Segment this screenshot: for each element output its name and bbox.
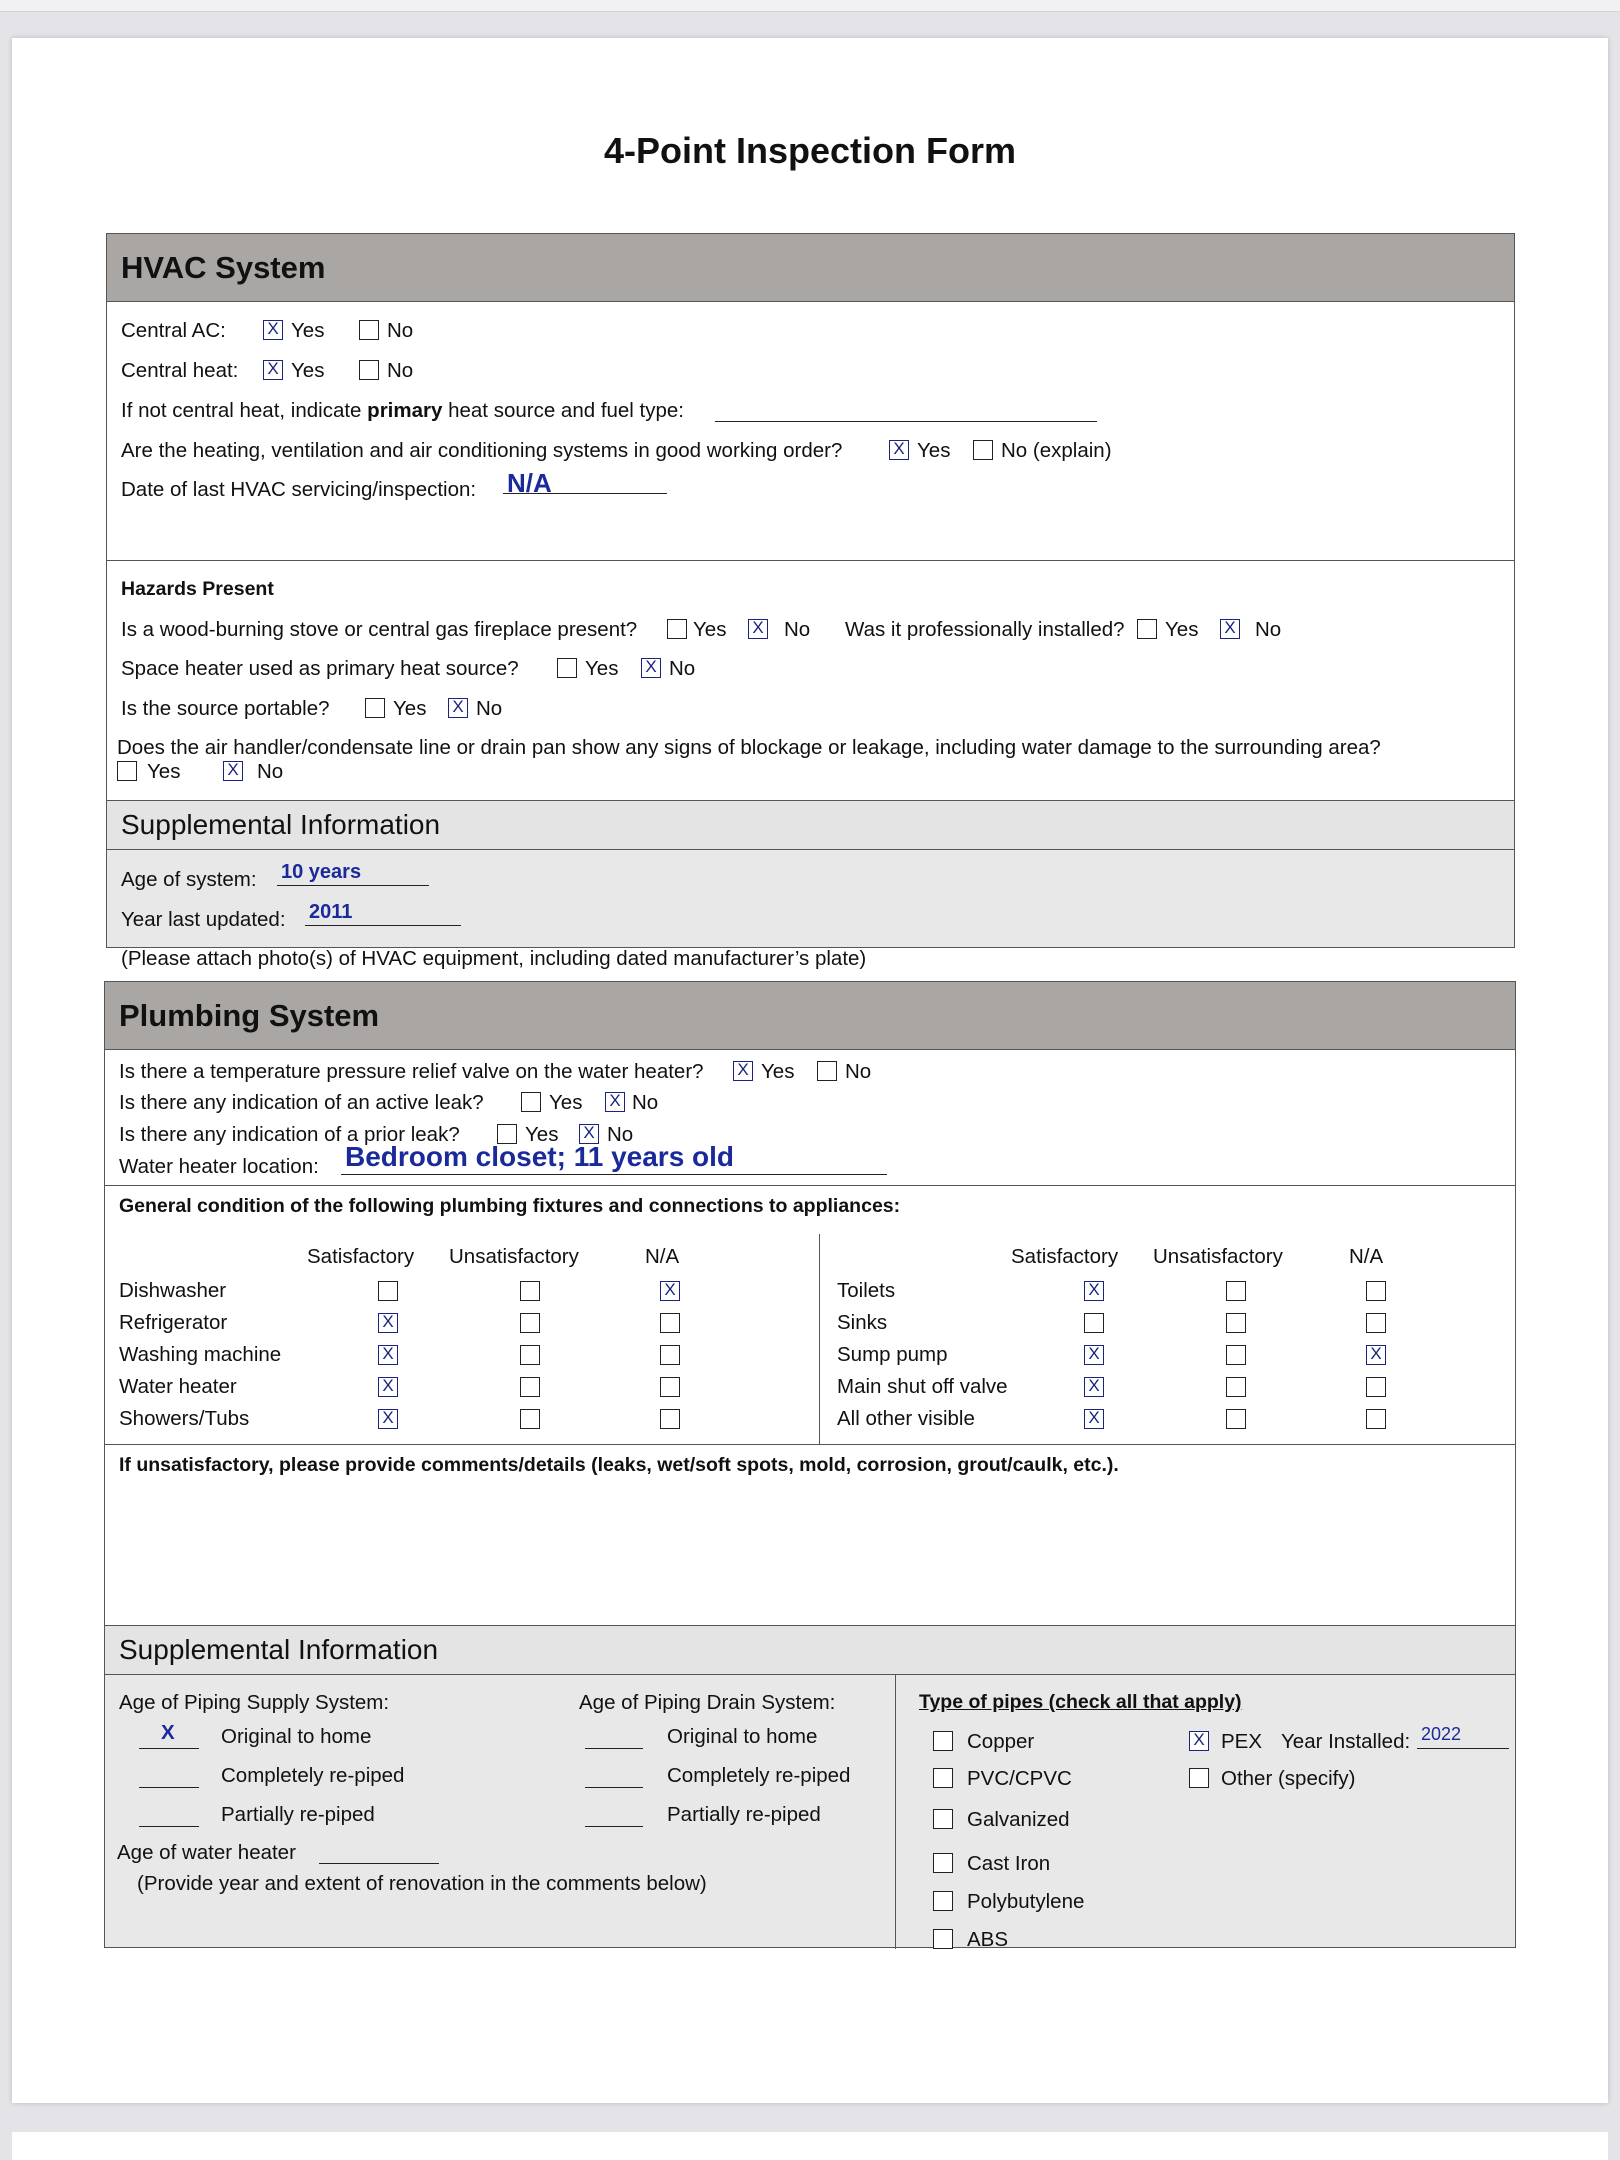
- supply-original-to-home-mark: X: [161, 1721, 175, 1744]
- working-order-no-label: No (explain): [1001, 439, 1112, 462]
- hvac-supplemental-title: Supplemental Information: [121, 809, 441, 840]
- plumbing-divider-3: [105, 1444, 1515, 1445]
- prior-leak-question: Is there any indication of a prior leak?: [119, 1123, 460, 1146]
- central-ac-no-label: No: [387, 319, 414, 342]
- hvac-supplemental-header: [107, 800, 1514, 850]
- central-ac-no-checkbox[interactable]: [359, 320, 379, 340]
- pipe-abs-checkbox[interactable]: [933, 1929, 953, 1949]
- fixture-showers-tubs-satisfactory-checkbox[interactable]: X: [378, 1409, 398, 1429]
- fixture-showers-tubs-na-checkbox[interactable]: [660, 1409, 680, 1429]
- drain-partially-re-piped-blank[interactable]: [585, 1825, 643, 1827]
- wh-location-field[interactable]: Bedroom closet; 11 years old: [341, 1143, 887, 1175]
- age-of-system-label: Age of system:: [121, 868, 257, 891]
- year-updated-label: Year last updated:: [121, 908, 286, 931]
- plumbing-supplemental-title: Supplemental Information: [119, 1634, 439, 1665]
- fixture-washing-machine-satisfactory-checkbox[interactable]: X: [378, 1345, 398, 1365]
- tpr-yes-checkbox[interactable]: X: [733, 1061, 753, 1081]
- fixture-label-sinks: Sinks: [837, 1311, 888, 1334]
- fixture-dishwasher-satisfactory-checkbox[interactable]: [378, 1281, 398, 1301]
- air-handler-yes-checkbox[interactable]: [117, 761, 137, 781]
- fixture-sump-pump-unsatisfactory-checkbox[interactable]: [1226, 1345, 1246, 1365]
- fixture-all-other-visible-unsatisfactory-checkbox[interactable]: [1226, 1409, 1246, 1429]
- unsatisfactory-note: If unsatisfactory, please provide comments/details (leaks, wet/soft spots, mold, corrosion, grout/caulk, etc.).: [119, 1454, 1119, 1476]
- pipe-cast-iron-label: Cast Iron: [967, 1852, 1051, 1875]
- fixture-toilets-na-checkbox[interactable]: [1366, 1281, 1386, 1301]
- active-leak-yes-checkbox[interactable]: [521, 1092, 541, 1112]
- supply-partially-re-piped-blank[interactable]: [139, 1825, 199, 1827]
- wood-stove-question: Is a wood-burning stove or central gas fireplace present?: [121, 618, 638, 641]
- prof-installed-question: Was it professionally installed?: [845, 618, 1125, 641]
- pipe-copper-checkbox[interactable]: [933, 1731, 953, 1751]
- air-handler-yes-label: Yes: [147, 760, 181, 783]
- central-heat-yes-checkbox[interactable]: X: [263, 360, 283, 380]
- central-heat-label: Central heat:: [121, 359, 239, 382]
- supply-original-to-home-blank[interactable]: [139, 1747, 199, 1749]
- wh-age-label: Age of water heater: [117, 1841, 296, 1864]
- prof-installed-no-checkbox[interactable]: X: [1220, 619, 1240, 639]
- primary-heat-post: heat source and fuel type:: [448, 399, 685, 422]
- renovation-note: (Provide year and extent of renovation in the comments below): [137, 1872, 707, 1895]
- space-heater-no-label: No: [669, 657, 696, 680]
- hvac-header-text: HVAC System: [121, 249, 326, 285]
- fixture-toilets-unsatisfactory-checkbox[interactable]: [1226, 1281, 1246, 1301]
- right-col-unsatisfactory: Unsatisfactory: [1153, 1245, 1283, 1268]
- central-ac-yes-label: Yes: [291, 319, 325, 342]
- active-leak-no-label: No: [632, 1091, 659, 1114]
- drain-completely-re-piped-label: Completely re-piped: [667, 1764, 851, 1787]
- prof-installed-yes-checkbox[interactable]: [1137, 619, 1157, 639]
- fixture-label-all-other-visible: All other visible: [837, 1407, 975, 1430]
- central-ac-label: Central AC:: [121, 319, 226, 342]
- pipe-types-title: Type of pipes (check all that apply): [919, 1691, 1242, 1713]
- working-order-yes-label: Yes: [917, 439, 951, 462]
- fixtures-column-divider: [819, 1234, 820, 1444]
- prior-leak-no-label: No: [607, 1123, 634, 1146]
- pipe-other-specify-checkbox[interactable]: [1189, 1768, 1209, 1788]
- drain-system-title: Age of Piping Drain System:: [579, 1691, 836, 1714]
- active-leak-yes-label: Yes: [549, 1091, 583, 1114]
- air-handler-question: Does the air handler/condensate line or drain pan show any signs of blockage or leakage, including water damage to the surrounding area?: [117, 736, 1381, 759]
- fixture-main-shut-off-valve-satisfactory-checkbox[interactable]: X: [1084, 1377, 1104, 1397]
- plumbing-supplemental-header: [105, 1625, 1515, 1675]
- comments-area[interactable]: [105, 1477, 1515, 1577]
- fixture-label-sump-pump: Sump pump: [837, 1343, 948, 1366]
- fixture-label-showers-tubs: Showers/Tubs: [119, 1407, 250, 1430]
- fixture-label-toilets: Toilets: [837, 1279, 896, 1302]
- fixture-water-heater-unsatisfactory-checkbox[interactable]: [520, 1377, 540, 1397]
- pipe-galvanized-label: Galvanized: [967, 1808, 1070, 1831]
- pipe-pex-checkbox[interactable]: X: [1189, 1731, 1209, 1751]
- supply-original-to-home-label: Original to home: [221, 1725, 372, 1748]
- prior-leak-no-checkbox[interactable]: X: [579, 1124, 599, 1144]
- supply-completely-re-piped-label: Completely re-piped: [221, 1764, 405, 1787]
- left-col-na: N/A: [645, 1245, 680, 1268]
- left-col-satisfactory: Satisfactory: [307, 1245, 415, 1268]
- fixture-sinks-na-checkbox[interactable]: [1366, 1313, 1386, 1333]
- tpr-yes-label: Yes: [761, 1060, 795, 1083]
- supply-partially-re-piped-label: Partially re-piped: [221, 1803, 375, 1826]
- hvac-divider: [107, 560, 1514, 561]
- prof-installed-no-label: No: [1255, 618, 1282, 641]
- plumbing-header-text: Plumbing System: [119, 997, 380, 1033]
- fixture-washing-machine-na-checkbox[interactable]: [660, 1345, 680, 1365]
- fixture-dishwasher-unsatisfactory-checkbox[interactable]: [520, 1281, 540, 1301]
- fixture-label-refrigerator: Refrigerator: [119, 1311, 228, 1334]
- wood-stove-yes-label: Yes: [693, 618, 727, 641]
- wood-stove-yes-checkbox[interactable]: [667, 619, 687, 639]
- fixture-sump-pump-na-checkbox[interactable]: X: [1366, 1345, 1386, 1365]
- pipe-abs-label: ABS: [967, 1928, 1009, 1951]
- fixture-main-shut-off-valve-unsatisfactory-checkbox[interactable]: [1226, 1377, 1246, 1397]
- pipe-polybutylene-label: Polybutylene: [967, 1890, 1085, 1913]
- pipe-galvanized-checkbox[interactable]: [933, 1809, 953, 1829]
- wh-location-label: Water heater location:: [119, 1155, 319, 1178]
- prof-installed-yes-label: Yes: [1165, 618, 1199, 641]
- space-heater-question: Space heater used as primary heat source?: [121, 657, 519, 680]
- tpr-no-label: No: [845, 1060, 872, 1083]
- plumbing-divider-1: [105, 1185, 1515, 1186]
- primary-heat-bold: primary: [367, 399, 443, 422]
- pipe-other-specify-label: Other (specify): [1221, 1767, 1356, 1790]
- fixture-dishwasher-na-checkbox[interactable]: X: [660, 1281, 680, 1301]
- age-of-system-field[interactable]: 10 years: [277, 862, 429, 886]
- active-leak-question: Is there any indication of an active leak?: [119, 1091, 484, 1114]
- page-title: 4-Point Inspection Form: [603, 130, 1016, 171]
- space-heater-no-checkbox[interactable]: X: [641, 658, 661, 678]
- fixture-main-shut-off-valve-na-checkbox[interactable]: [1366, 1377, 1386, 1397]
- general-condition-title: General condition of the following plumbing fixtures and connections to appliances:: [119, 1195, 901, 1217]
- last-service-label: Date of last HVAC servicing/inspection:: [121, 478, 477, 501]
- hvac-photo-note: (Please attach photo(s) of HVAC equipment, including dated manufacturer’s plate): [121, 947, 867, 970]
- hvac-section: [106, 233, 1515, 970]
- fixture-all-other-visible-satisfactory-checkbox[interactable]: X: [1084, 1409, 1104, 1429]
- pipe-pvc-cpvc-checkbox[interactable]: [933, 1768, 953, 1788]
- wh-age-field[interactable]: [319, 1862, 439, 1864]
- central-heat-yes-label: Yes: [291, 359, 325, 382]
- portable-no-label: No: [476, 697, 503, 720]
- fixture-refrigerator-unsatisfactory-checkbox[interactable]: [520, 1313, 540, 1333]
- active-leak-no-checkbox[interactable]: X: [605, 1092, 625, 1112]
- primary-heat-question: [121, 401, 684, 422]
- next-page-edge: [12, 2132, 1608, 2160]
- portable-no-checkbox[interactable]: X: [448, 698, 468, 718]
- fixture-sinks-unsatisfactory-checkbox[interactable]: [1226, 1313, 1246, 1333]
- fixture-washing-machine-unsatisfactory-checkbox[interactable]: [520, 1345, 540, 1365]
- space-heater-yes-checkbox[interactable]: [557, 658, 577, 678]
- prior-leak-yes-label: Yes: [525, 1123, 559, 1146]
- viewer-top-strip: [0, 0, 1620, 12]
- central-heat-no-checkbox[interactable]: [359, 360, 379, 380]
- central-heat-no-label: No: [387, 359, 414, 382]
- air-handler-no-label: No: [257, 760, 284, 783]
- right-col-na: N/A: [1349, 1245, 1384, 1268]
- tpr-question: Is there a temperature pressure relief valve on the water heater?: [119, 1060, 704, 1083]
- fixture-label-washing-machine: Washing machine: [119, 1343, 282, 1366]
- fixture-water-heater-satisfactory-checkbox[interactable]: X: [378, 1377, 398, 1397]
- primary-heat-pre: If not central heat, indicate: [121, 399, 362, 422]
- supplemental-column-divider: [895, 1675, 896, 1949]
- pipe-cast-iron-checkbox[interactable]: [933, 1853, 953, 1873]
- space-heater-yes-label: Yes: [585, 657, 619, 680]
- drain-original-to-home-blank[interactable]: [585, 1747, 643, 1749]
- portable-yes-checkbox[interactable]: [365, 698, 385, 718]
- right-col-satisfactory: Satisfactory: [1011, 1245, 1119, 1268]
- wood-stove-no-label: No: [784, 618, 811, 641]
- drain-completely-re-piped-blank[interactable]: [585, 1786, 643, 1788]
- wood-stove-no-checkbox[interactable]: X: [748, 619, 768, 639]
- fixture-showers-tubs-unsatisfactory-checkbox[interactable]: [520, 1409, 540, 1429]
- hazards-title: Hazards Present: [121, 578, 274, 600]
- working-order-yes-checkbox[interactable]: X: [889, 440, 909, 460]
- pipe-copper-label: Copper: [967, 1730, 1035, 1753]
- drain-partially-re-piped-label: Partially re-piped: [667, 1803, 821, 1826]
- fixture-label-dishwasher: Dishwasher: [119, 1279, 227, 1302]
- left-col-unsatisfactory: Unsatisfactory: [449, 1245, 579, 1268]
- prior-leak-yes-checkbox[interactable]: [497, 1124, 517, 1144]
- portable-yes-label: Yes: [393, 697, 427, 720]
- supply-completely-re-piped-blank[interactable]: [139, 1786, 199, 1788]
- document-page: [12, 38, 1608, 2103]
- working-order-question: Are the heating, ventilation and air conditioning systems in good working order?: [121, 439, 843, 462]
- pipe-polybutylene-checkbox[interactable]: [933, 1891, 953, 1911]
- fixture-label-main-shut-off-valve: Main shut off valve: [837, 1375, 1008, 1398]
- fixture-water-heater-na-checkbox[interactable]: [660, 1377, 680, 1397]
- hvac-header: [107, 234, 1514, 302]
- fixture-all-other-visible-na-checkbox[interactable]: [1366, 1409, 1386, 1429]
- fixture-sump-pump-satisfactory-checkbox[interactable]: X: [1084, 1345, 1104, 1365]
- primary-heat-source-field[interactable]: [715, 420, 1097, 422]
- plumbing-header: [105, 982, 1515, 1050]
- pipe-pex-label: PEX: [1221, 1730, 1263, 1753]
- year-installed-field[interactable]: 2022: [1417, 1725, 1509, 1749]
- fixture-sinks-satisfactory-checkbox[interactable]: [1084, 1313, 1104, 1333]
- pipe-pvc-cpvc-label: PVC/CPVC: [967, 1767, 1072, 1790]
- portable-question: Is the source portable?: [121, 697, 330, 720]
- last-service-field[interactable]: N/A: [503, 470, 667, 494]
- fixture-toilets-satisfactory-checkbox[interactable]: X: [1084, 1281, 1104, 1301]
- year-updated-field[interactable]: 2011: [305, 902, 461, 926]
- plumbing-section: [104, 981, 1516, 1951]
- supply-system-title: Age of Piping Supply System:: [119, 1691, 390, 1714]
- fixture-refrigerator-na-checkbox[interactable]: [660, 1313, 680, 1333]
- fixture-label-water-heater: Water heater: [119, 1375, 237, 1398]
- fixture-refrigerator-satisfactory-checkbox[interactable]: X: [378, 1313, 398, 1333]
- year-installed-label: Year Installed:: [1281, 1730, 1411, 1753]
- air-handler-no-checkbox[interactable]: X: [223, 761, 243, 781]
- drain-original-to-home-label: Original to home: [667, 1725, 818, 1748]
- central-ac-yes-checkbox[interactable]: X: [263, 320, 283, 340]
- tpr-no-checkbox[interactable]: [817, 1061, 837, 1081]
- working-order-no-checkbox[interactable]: [973, 440, 993, 460]
